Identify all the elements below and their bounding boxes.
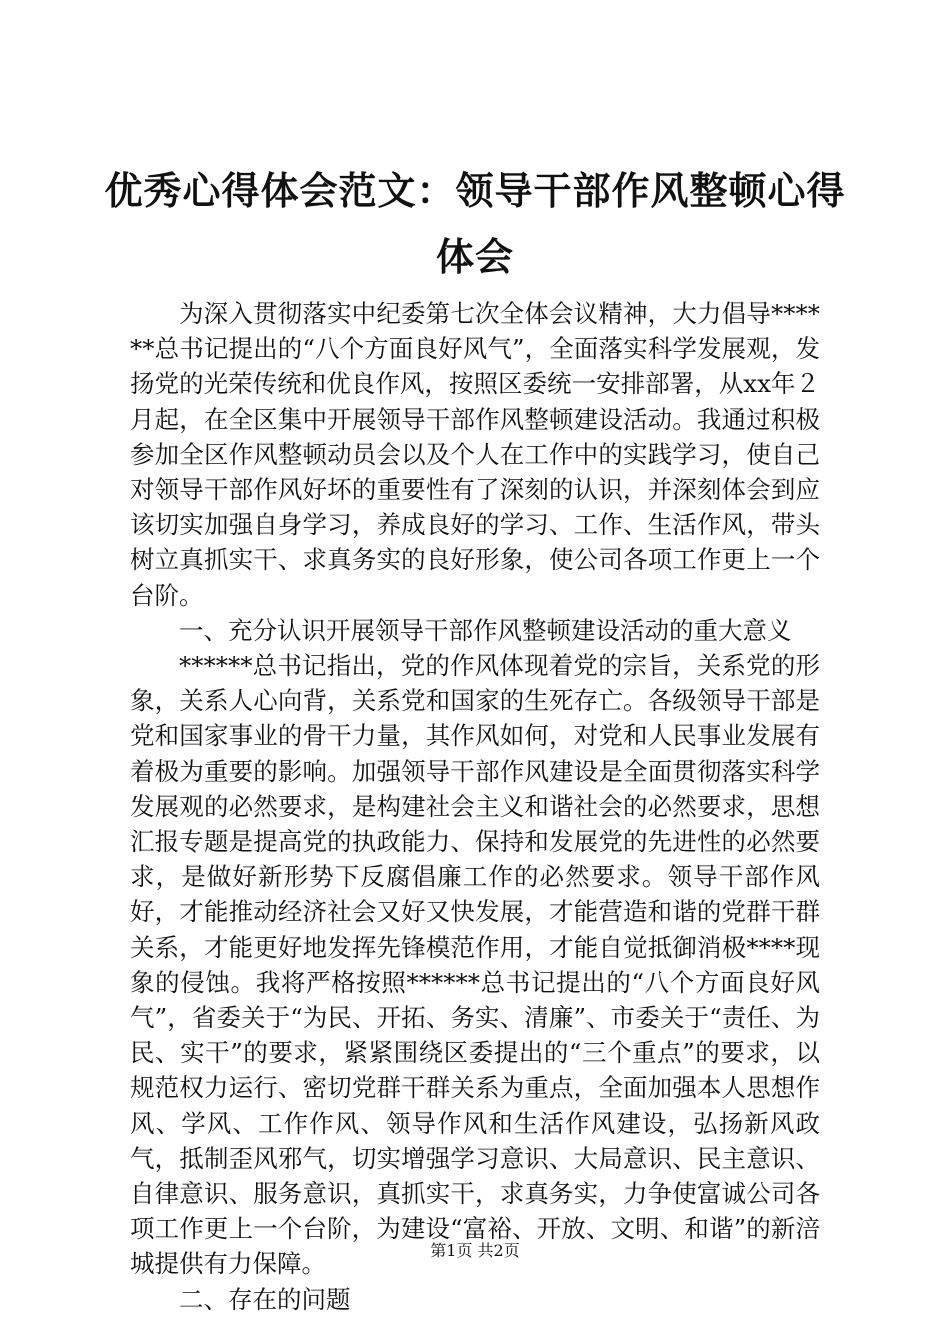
section-heading-1: 一、充分认识开展领导干部作风整顿建设活动的重大意义 [179,615,792,645]
intro-paragraph: 为深入贯彻落实中纪委第七次全体会议精神，大力倡导******总书记提出的“八个方面良好风气”，全面落实科学发展观，发扬党的光荣传统和优良作风，按照区委统一安排部署，从xx年２月起，在全区集中开展领导干部作风整顿建设活动。我通过积极参加全区作风整顿动员会以及个人在工作中的实践学习，使自己对领导干部作风好坏的重要性有了深刻的认识，并深刻体会到应该切实加强自身学习，养成良好的学习、工作、生活作风，带头树立真抓实干、求真务实的良好形象，使公司各项工作更上一个台阶。 [130,299,820,610]
document-title: 优秀心得体会范文：领导干部作风整顿心得体会 [104,169,846,279]
section-1-paragraph: ******总书记指出，党的作风体现着党的宗旨，关系党的形象，关系人心向背，关系党和国家的生死存亡。各级领导干部是党和国家事业的骨干力量，其作风如何，对党和人民事业发展有着极为重要的影响。加强领导干部作风建设是全面贯彻落实科学发展观的必然要求，是构建社会主义和谐社会的必然要求，思想汇报专题是提高党的执政能力、保持和发展党的先进性的必然要求，是做好新形势下反腐倡廉工作的必然要求。领导干部作风好，才能推动经济社会又好又快发展，才能营造和谐的党群干群关系，才能更好地发挥先锋模范作用，才能自觉抵御消极****现象的侵蚀。我将严格按照******总书记提出的“八个方面良好风气”，省委关于“为民、开拓、务实、清廉”、市委关于“责任、为民、实干”的要求，紧紧围绕区委提出的“三个重点”的要求，以规范权力运行、密切党群干群关系为重点，全面加强本人思想作风、学风、工作作风、领导作风和生活作风建设，弘扬新风政气，抵制歪风邪气，切实增强学习意识、大局意识、民主意识、自律意识、服务意识，真抓实干，求真务实，力争使富诚公司各项工作更上一个台阶，为建设“富裕、开放、文明、和谐”的新涪城提供有力保障。 [130,651,820,1279]
document-body [130,296,820,1317]
section-heading-2: 二、存在的问题 [179,1284,351,1314]
page-number-footer: 第1页 共2页 [430,1241,520,1260]
